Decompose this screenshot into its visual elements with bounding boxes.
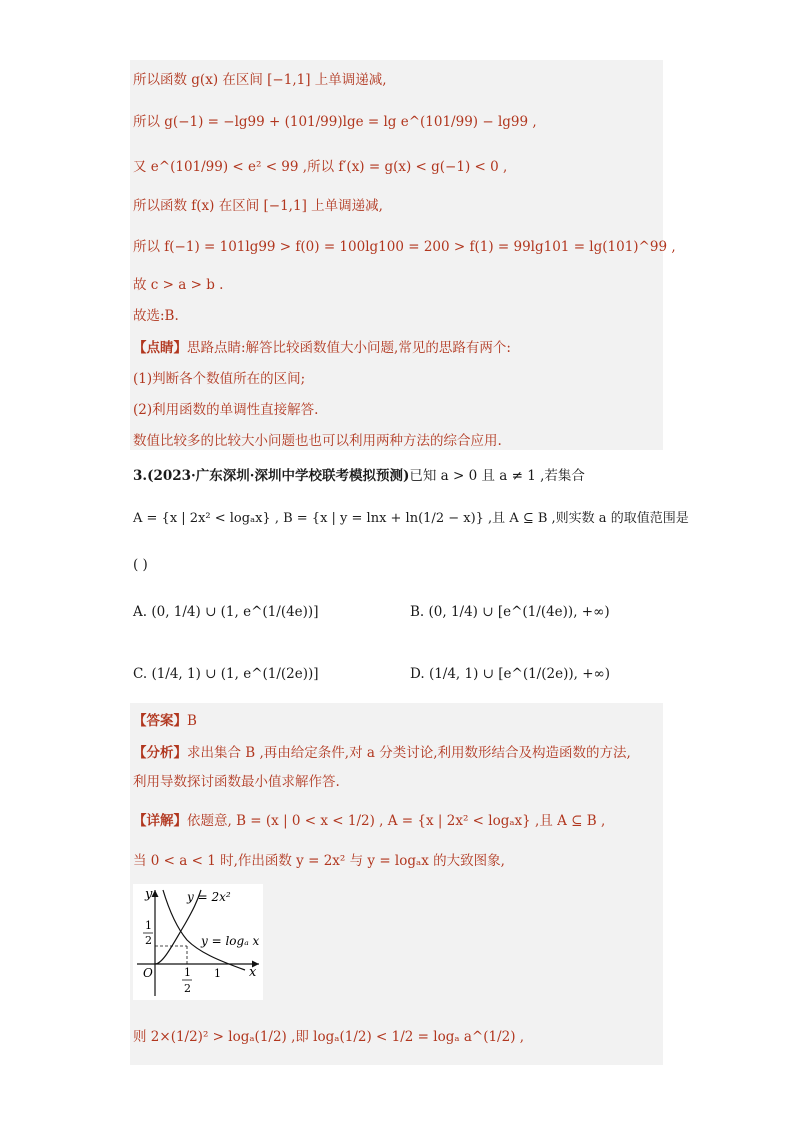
option-b-text: (0, 1/4) ∪ [e^(1/(4e)), +∞) xyxy=(428,604,610,620)
tip-tag: 【点睛】 xyxy=(133,340,187,356)
option-d[interactable] xyxy=(410,665,610,683)
option-b[interactable] xyxy=(410,603,610,621)
question-number: 3. xyxy=(133,468,148,484)
analysis-text-1: 求出集合 B ,再由给定条件,对 a 分类讨论,利用数形结合及构造函数的方法, xyxy=(187,745,631,761)
tip-text: 思路点睛:解答比较函数值大小问题,常见的思路有两个: xyxy=(187,340,511,356)
option-d-label: D. xyxy=(410,666,425,682)
answer-tag: 【答案】 xyxy=(133,713,187,729)
tip-line xyxy=(133,339,511,357)
half-y-num: 1 xyxy=(145,919,152,932)
curve-1-label: y = 2x² xyxy=(187,890,231,904)
question-paren: ( ) xyxy=(133,557,148,573)
question-stem-text: 已知 a > 0 且 a ≠ 1 ,若集合 xyxy=(409,468,585,484)
option-d-text: (1/4, 1) ∪ [e^(1/(2e)), +∞) xyxy=(428,666,611,682)
solution-line-6: 故 c > a > b . xyxy=(133,277,224,293)
question-stem-2: A = {x | 2x² < logₐx} , B = {x | y = lnx + ln(1/2 − x)} ,且 A ⊆ B ,则实数 a 的取值范围是 xyxy=(133,511,689,526)
question-source: (2023·广东深圳·深圳中学校联考模拟预测) xyxy=(147,468,410,484)
half-y-den: 2 xyxy=(145,934,152,947)
solution-line-7: 故选:B. xyxy=(133,308,179,324)
solution-line-1: 所以函数 g(x) 在区间 [−1,1] 上单调递减, xyxy=(133,72,387,88)
curve-2-label: y = logₐ x xyxy=(201,934,260,948)
detail-text-3: 则 2×(1/2)² > logₐ(1/2) ,即 logₐ(1/2) < 1/2 = logₐ a^(1/2) , xyxy=(133,1029,525,1045)
answer-line xyxy=(133,712,197,730)
origin-label: O xyxy=(143,966,153,980)
option-c-label: C. xyxy=(133,666,148,682)
option-c[interactable] xyxy=(133,665,319,683)
option-c-text: (1/4, 1) ∪ (1, e^(1/(2e))] xyxy=(151,666,319,682)
option-a-text: (0, 1/4) ∪ (1, e^(1/(4e))] xyxy=(151,604,319,620)
x-axis-label: x xyxy=(249,965,257,980)
option-b-label: B. xyxy=(410,604,425,620)
tip-summary: 数值比较多的比较大小问题也也可以利用两种方法的综合应用. xyxy=(133,433,502,449)
option-a-label: A. xyxy=(133,604,148,620)
half-x-num: 1 xyxy=(184,966,191,979)
detail-text-2: 当 0 < a < 1 时,作出函数 y = 2x² 与 y = logₐx 的大致图象, xyxy=(133,853,505,869)
function-graph xyxy=(133,884,263,1000)
solution-line-2: 所以 g(−1) = −lg99 + (101/99)lge = lg e^(101/99) − lg99 , xyxy=(133,114,537,130)
analysis-tag: 【分析】 xyxy=(133,745,187,761)
tip-item-1: (1)判断各个数值所在的区间; xyxy=(133,371,306,387)
half-x-den: 2 xyxy=(184,982,191,995)
one-label: 1 xyxy=(214,967,221,980)
detail-tag: 【详解】 xyxy=(133,813,187,829)
detail-line-1 xyxy=(133,812,605,830)
question-stem-1 xyxy=(133,467,585,485)
answer-text: B xyxy=(187,713,197,729)
tip-item-2: (2)利用函数的单调性直接解答. xyxy=(133,402,319,418)
option-a[interactable] xyxy=(133,603,318,621)
analysis-text-2: 利用导数探讨函数最小值求解作答. xyxy=(133,774,340,790)
analysis-line xyxy=(133,744,631,762)
solution-line-4: 所以函数 f(x) 在区间 [−1,1] 上单调递减, xyxy=(133,198,383,214)
solution-line-5: 所以 f(−1) = 101lg99 > f(0) = 100lg100 = 200 > f(1) = 99lg101 = lg(101)^99 , xyxy=(133,239,676,255)
y-axis-label: y xyxy=(145,887,153,902)
solution-line-3: 又 e^(101/99) < e² < 99 ,所以 f′(x) = g(x) < g(−1) < 0 , xyxy=(133,159,508,175)
detail-text-1: 依题意, B = (x | 0 < x < 1/2) , A = {x | 2x² < logₐx} ,且 A ⊆ B , xyxy=(187,813,606,829)
